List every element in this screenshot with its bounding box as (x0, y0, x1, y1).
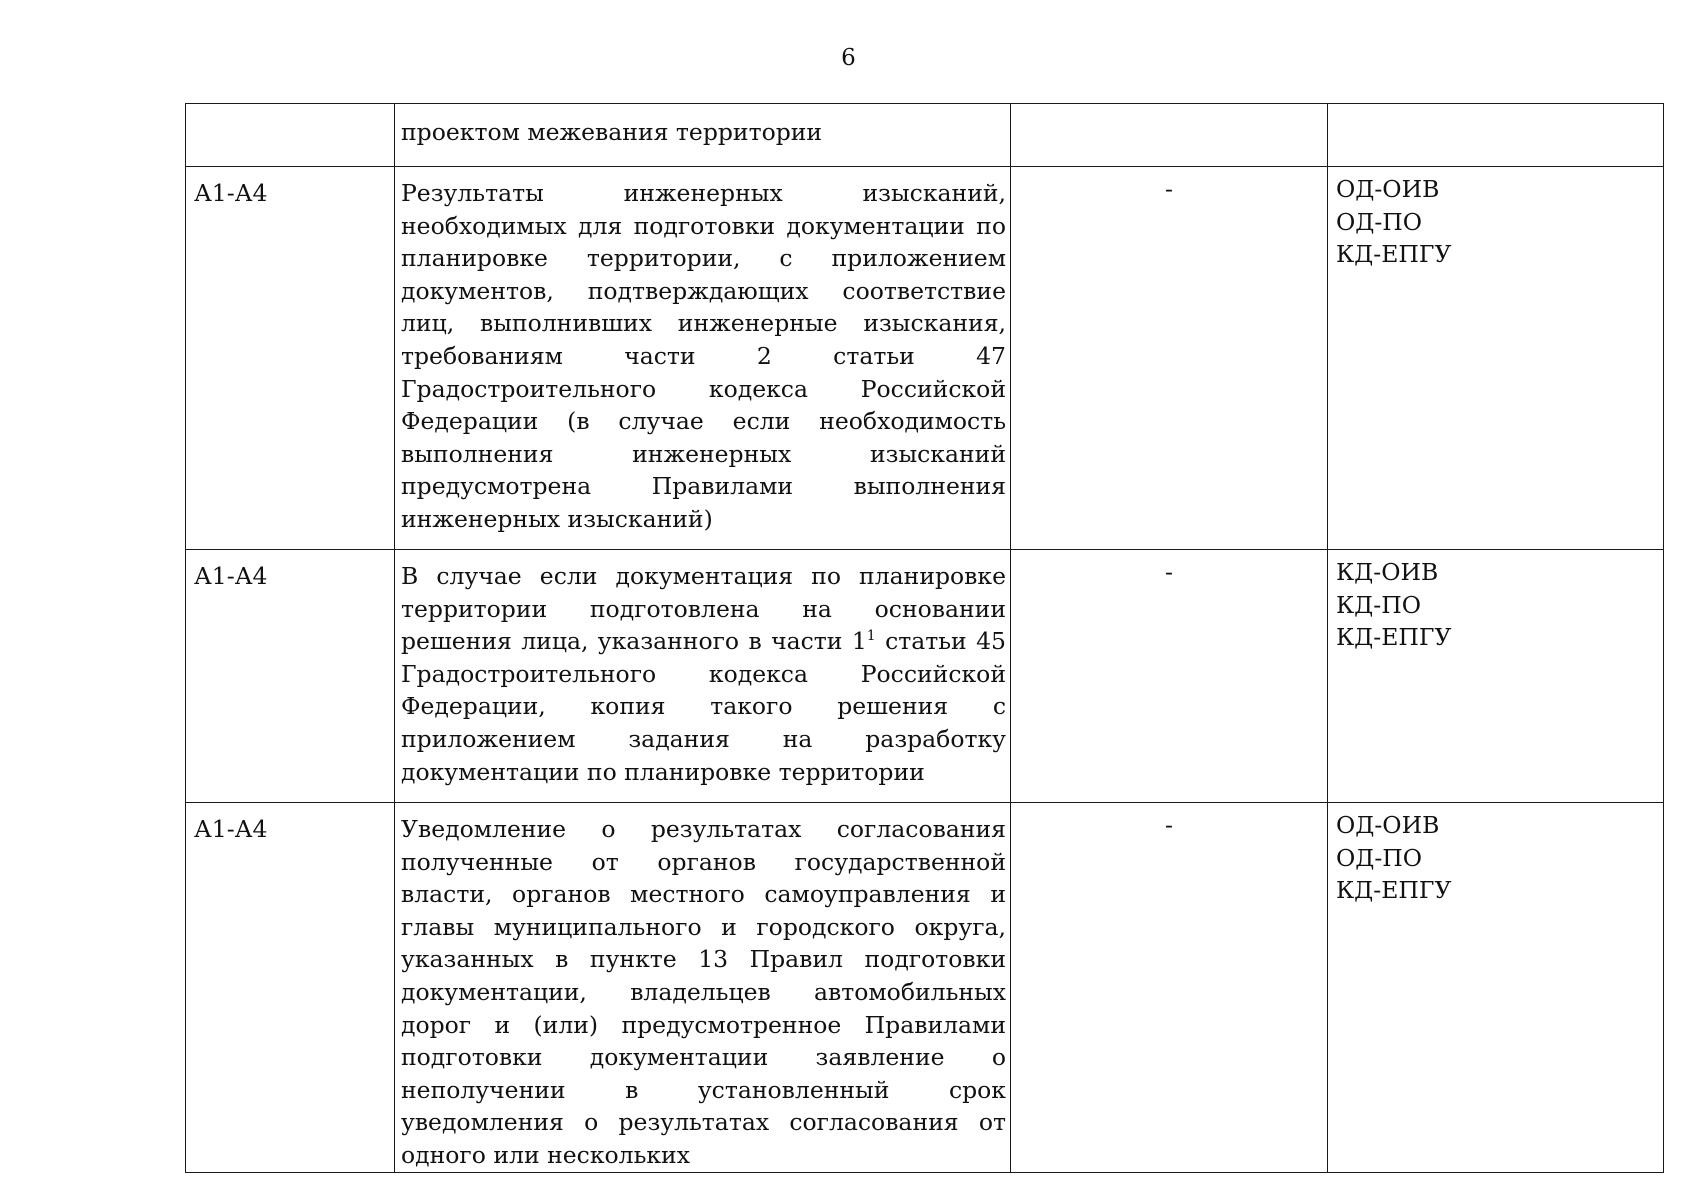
submission-form-label: ОД-ОИВ (1336, 175, 1440, 203)
submission-form-label: КД-ЕПГУ (1336, 240, 1452, 269)
table-row (186, 803, 1664, 1173)
submission-form-label: КД-ОИВ (1336, 558, 1439, 586)
submission-form-label: ОД-ОИВ (1336, 811, 1440, 839)
applicant-code-cell: А1-А4 (186, 167, 395, 550)
applicant-code-cell (186, 104, 395, 167)
submission-form-label: КД-ПО (1336, 590, 1421, 619)
applicant-code-cell: А1-А4 (186, 550, 395, 803)
submission-form-label: КД-ЕПГУ (1336, 623, 1452, 652)
submission-form-label: ОД-ПО (1336, 843, 1423, 872)
document-description-cell: Результаты инженерных изысканий, необходимых для подготовки документации по планировке территории, с приложением документов, подтверждающих соответствие лиц, выполнивших инженерные изыскания, требованиям части 2 статьи 47 Градостроительного кодекса Российской Федерации (в случае если необходимость выполнения инженерных изысканий предусмотрена Правилами выполнения инженерных изысканий) (395, 167, 1011, 550)
basis-cell: - (1011, 550, 1328, 803)
submission-cell (1328, 167, 1664, 550)
document-description-cell (395, 550, 1011, 803)
page-number: 6 (841, 45, 856, 71)
submission-cell (1328, 550, 1664, 803)
superscript-index: 1 (866, 628, 876, 645)
document-description-cell: проектом межевания территории (395, 104, 1011, 167)
description-text-after: статьи 45 Градостроительного кодекса Российской Федерации, копия такого решения с приложением задания на разработку документации по планировке территории (401, 627, 1006, 786)
submission-form-label: ОД-ПО (1336, 207, 1423, 236)
table-row (186, 104, 1664, 167)
documents-table (185, 103, 1664, 1173)
submission-cell (1328, 104, 1664, 167)
submission-form-label: КД-ЕПГУ (1336, 876, 1452, 905)
table-row (186, 550, 1664, 803)
basis-cell: - (1011, 167, 1328, 550)
submission-cell (1328, 803, 1664, 1173)
basis-cell (1011, 104, 1328, 167)
table-row (186, 167, 1664, 550)
applicant-code-cell: А1-А4 (186, 803, 395, 1173)
description-text-before: В случае если документация по планировке территории подготовлена на основании решения лица, указанного в части 1 (401, 562, 1006, 656)
document-description-cell: Уведомление о результатах согласования полученные от органов государственной власти, органов местного самоуправления и главы муниципального и городского округа, указанных в пункте 13 Правил подготовки документации, владельцев автомобильных дорог и (или) предусмотренное Правилами подготовки документации заявление о неполучении в установленный срок уведомления о результатах согласования от одного или нескольких (395, 803, 1011, 1173)
basis-cell: - (1011, 803, 1328, 1173)
